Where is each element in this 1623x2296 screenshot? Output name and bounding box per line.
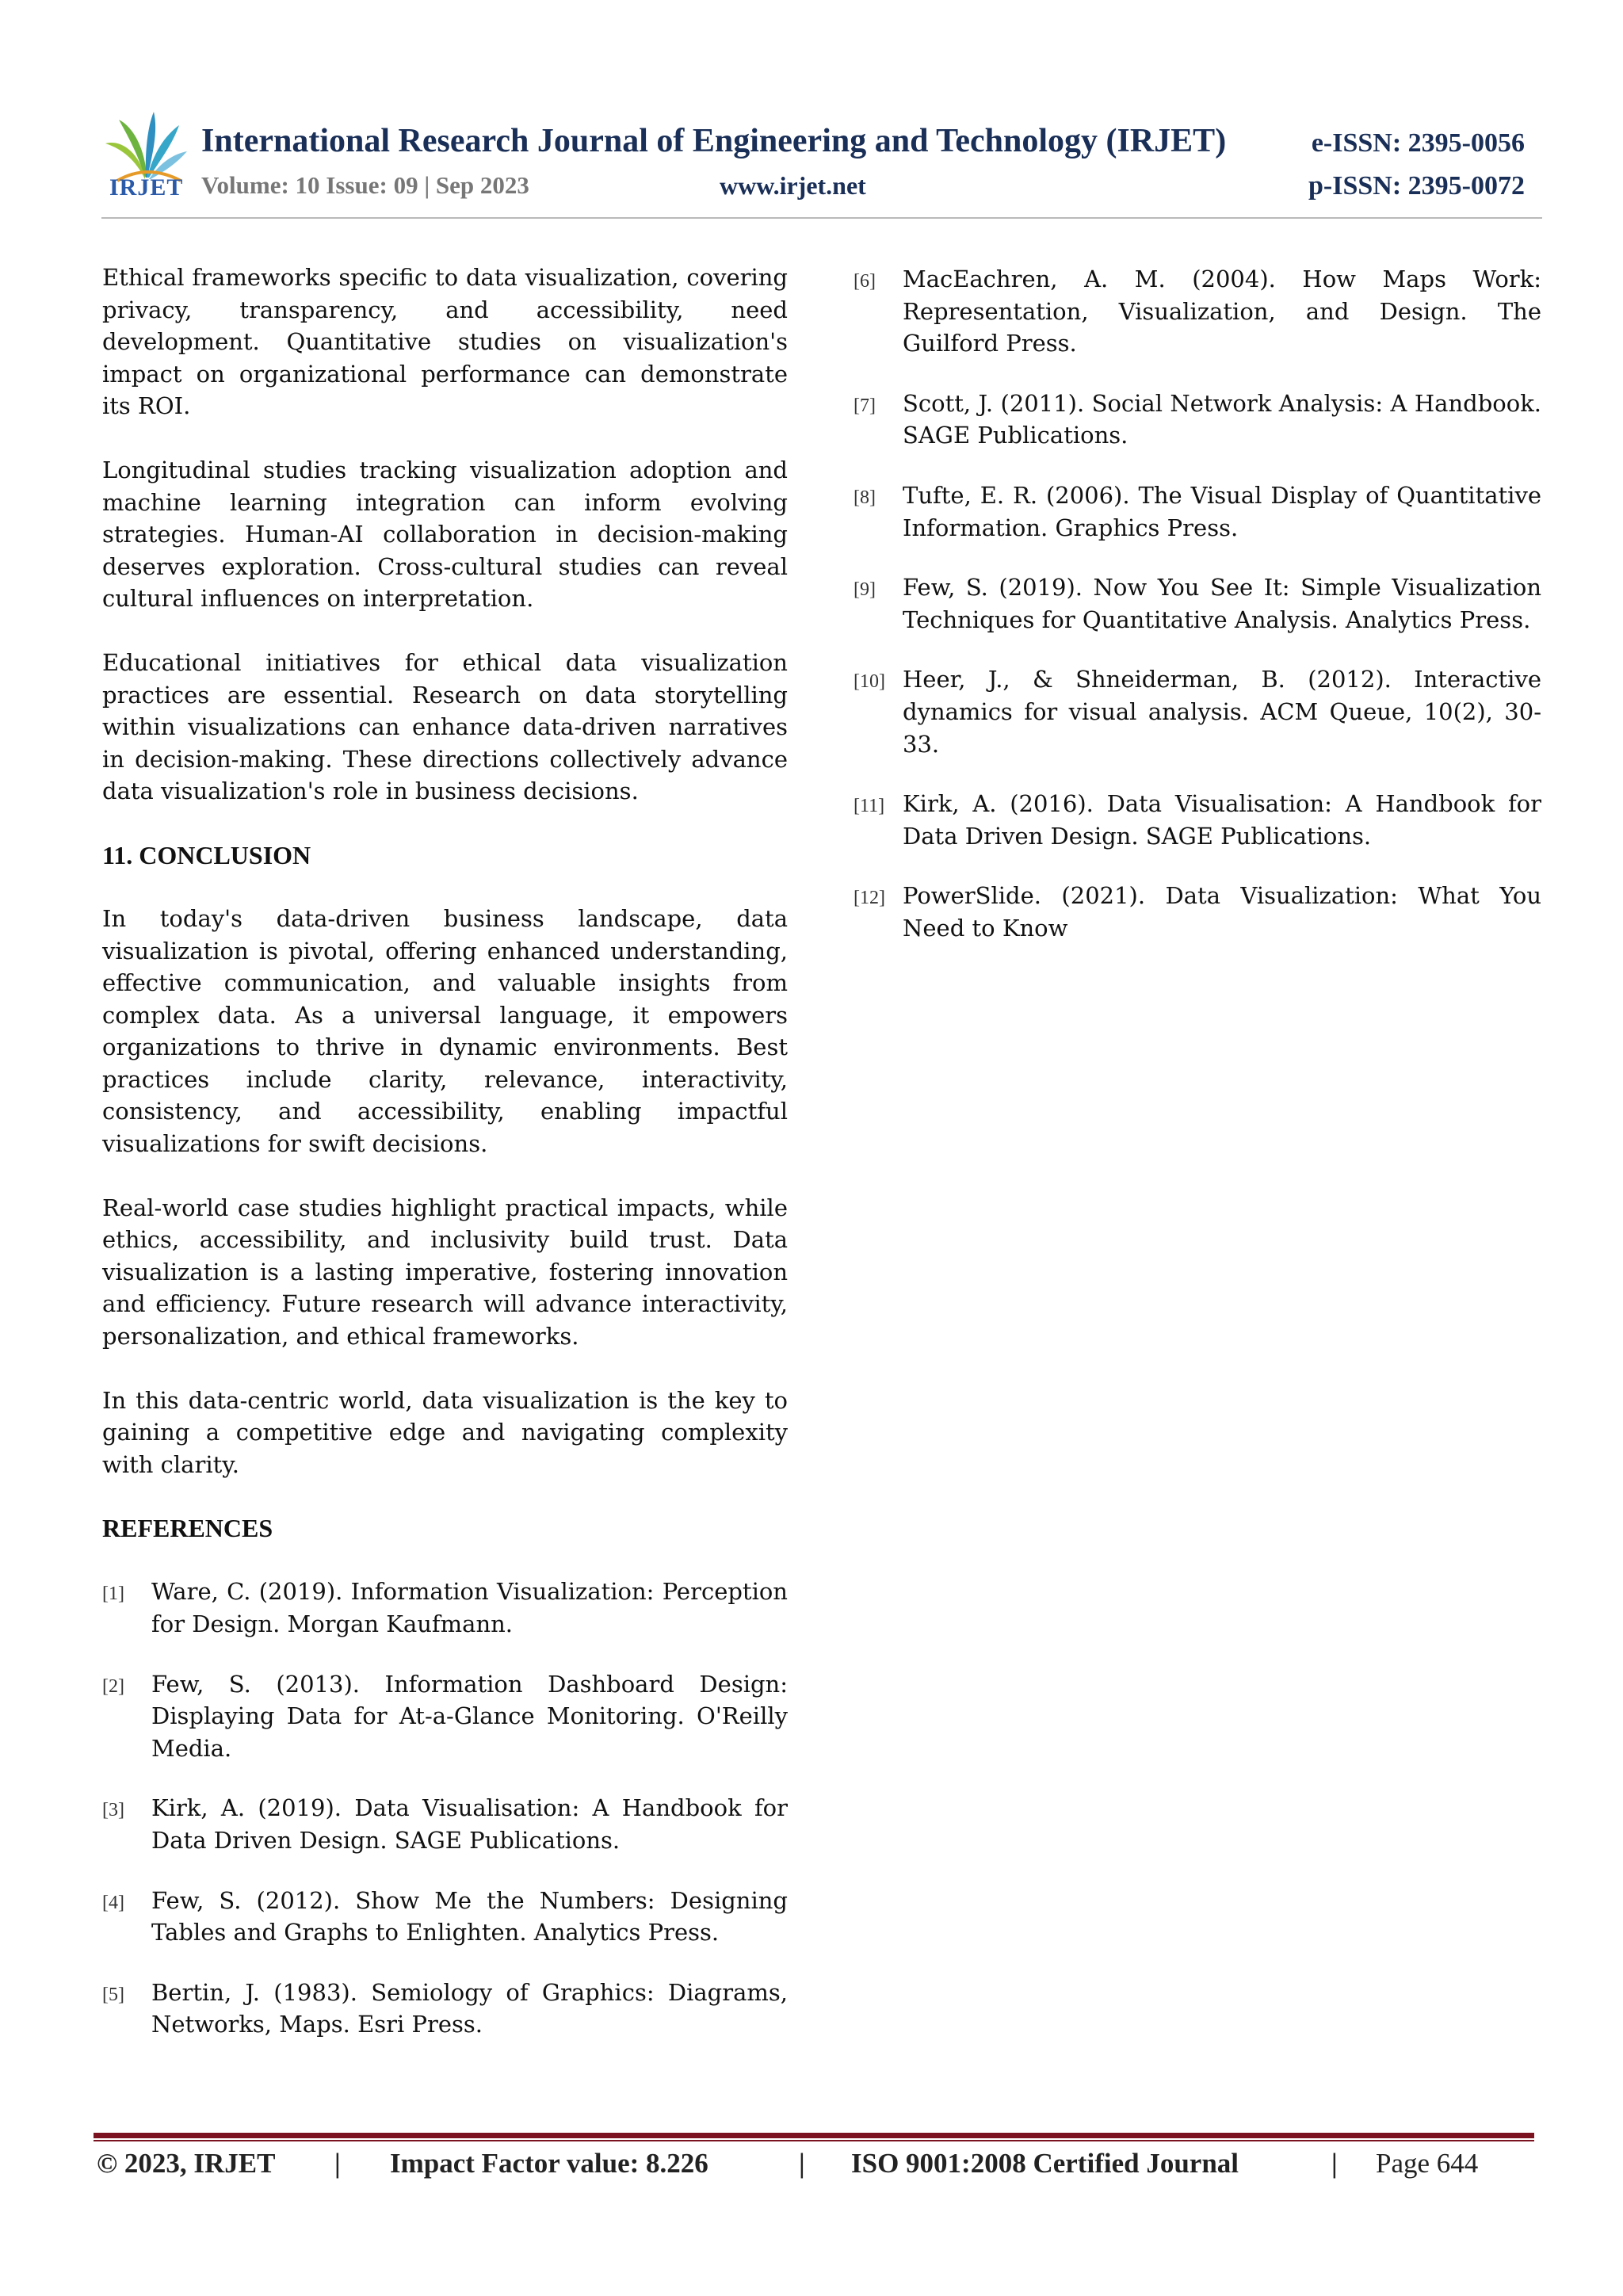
logo-leaf-icon: [101, 108, 189, 183]
reference-text: PowerSlide. (2021). Data Visualization: What You Need to Know: [903, 882, 1541, 942]
reference-item: [102, 1885, 788, 1949]
footer-impact-factor: Impact Factor value: 8.226: [390, 2148, 708, 2179]
journal-title: International Research Journal of Engineering and Technology (IRJET): [201, 123, 1227, 159]
body-paragraph: In this data-centric world, data visualization is the key to gaining a competitive edge and navigating complexity with clarity.: [102, 1386, 788, 1478]
body-paragraph: Longitudinal studies tracking visualization adoption and machine learning integration can inform evolving strategies. Human-AI collaboration in decision-making deserves exploration. Cross-cultural studies can reveal cultural influences on interpretation.: [102, 456, 788, 613]
reference-number: [8]: [854, 487, 876, 508]
footer-divider-thin: [94, 2140, 1534, 2141]
reference-item: [854, 571, 1541, 636]
reference-text: Few, S. (2019). Now You See It: Simple Visualization Techniques for Quantitative Analysis. Analytics Press.: [903, 574, 1541, 633]
reference-text: Heer, J., & Shneiderman, B. (2012). Interactive dynamics for visual analysis. ACM Queue, 10(2), 30-33.: [903, 666, 1541, 758]
reference-item: [102, 1576, 788, 1640]
reference-item: [102, 1792, 788, 1856]
reference-number: [10]: [854, 671, 885, 693]
reference-item: [102, 1977, 788, 2041]
reference-item: [854, 663, 1541, 760]
reference-item: [102, 1668, 788, 1765]
reference-item: [854, 880, 1541, 944]
volume-issue: Volume: 10 Issue: 09 | Sep 2023: [201, 171, 529, 199]
irjet-logo: [101, 108, 189, 203]
reference-number: [1]: [102, 1584, 124, 1605]
reference-text: MacEachren, A. M. (2004). How Maps Work: Representation, Visualization, and Design. The Guilford Press.: [903, 266, 1541, 357]
reference-text: Scott, J. (2011). Social Network Analysis: A Handbook. SAGE Publications.: [903, 389, 1541, 449]
reference-text: Few, S. (2012). Show Me the Numbers: Designing Tables and Graphs to Enlighten. Analytics Press.: [151, 1886, 788, 1946]
footer-page-number: Page 644: [1376, 2148, 1479, 2179]
header-divider: [101, 217, 1542, 219]
reference-number: [3]: [102, 1800, 124, 1821]
footer-iso: ISO 9001:2008 Certified Journal: [851, 2148, 1239, 2179]
eissn: e-ISSN: 2395-0056: [1311, 128, 1525, 158]
reference-number: [12]: [854, 888, 885, 909]
body-paragraph: In today's data-driven business landscape, data visualization is pivotal, offering enhanced understanding, effective communication, and valuable insights from complex data. As a universal language, it empowers organizations to thrive in dynamic environments. Best practices include clarity, relevance, interactivity, consistency, and accessibility, enabling impactful visualizations for swift decisions.: [102, 904, 788, 1158]
pissn: p-ISSN: 2395-0072: [1308, 171, 1525, 201]
right-column: [854, 263, 1541, 972]
reference-number: [4]: [102, 1892, 124, 1913]
reference-text: Kirk, A. (2016). Data Visualisation: A Handbook for Data Driven Design. SAGE Publications.: [903, 790, 1541, 850]
reference-item: [854, 263, 1541, 360]
body-paragraph: Educational initiatives for ethical data visualization practices are essential. Research on data storytelling within visualizations can enhance data-driven narratives in decision-making. These directions collectively advance data visualization's role in business decisions.: [102, 648, 788, 805]
website-link[interactable]: www.irjet.net: [720, 171, 866, 200]
body-paragraph: Ethical frameworks specific to data visualization, covering privacy, transparency, and accessibility, need development. Quantitative studies on visualization's impact on organizational performance can demonstrate its ROI.: [102, 264, 788, 420]
reference-item: [854, 788, 1541, 852]
reference-text: Kirk, A. (2019). Data Visualisation: A Handbook for Data Driven Design. SAGE Publications.: [151, 1794, 788, 1854]
footer-copyright: © 2023, IRJET: [97, 2148, 276, 2179]
reference-number: [2]: [102, 1675, 124, 1697]
references-heading: REFERENCES: [102, 1514, 273, 1543]
left-column: [102, 262, 788, 2069]
footer-separator: |: [1331, 2148, 1338, 2179]
conclusion-heading: 11. CONCLUSION: [102, 840, 311, 869]
reference-number: [6]: [854, 271, 876, 292]
reference-item: [854, 479, 1541, 544]
page-header: [101, 105, 1542, 220]
reference-text: Few, S. (2013). Information Dashboard Design: Displaying Data for At-a-Glance Monitoring. O'Reilly Media.: [151, 1670, 788, 1762]
body-paragraph: Real-world case studies highlight practical impacts, while ethics, accessibility, and inclusivity build trust. Data visualization is a lasting imperative, fostering innovation and efficiency. Future research will advance interactivity, personalization, and ethical frameworks.: [102, 1194, 788, 1350]
footer-separator: |: [334, 2148, 341, 2179]
footer-divider-thick: [94, 2133, 1534, 2138]
reference-text: Ware, C. (2019). Information Visualization: Perception for Design. Morgan Kaufmann.: [151, 1578, 788, 1637]
page-footer: [97, 2148, 1537, 2187]
reference-text: Tufte, E. R. (2006). The Visual Display of Quantitative Information. Graphics Press.: [903, 481, 1541, 541]
reference-item: [854, 388, 1541, 452]
reference-number: [5]: [102, 1984, 124, 2005]
reference-number: [7]: [854, 395, 876, 416]
footer-separator: |: [799, 2148, 805, 2179]
reference-number: [9]: [854, 579, 876, 601]
reference-number: [11]: [854, 796, 885, 817]
reference-text: Bertin, J. (1983). Semiology of Graphics: Diagrams, Networks, Maps. Esri Press.: [151, 1978, 788, 2038]
logo-text: IRJET: [109, 174, 184, 201]
